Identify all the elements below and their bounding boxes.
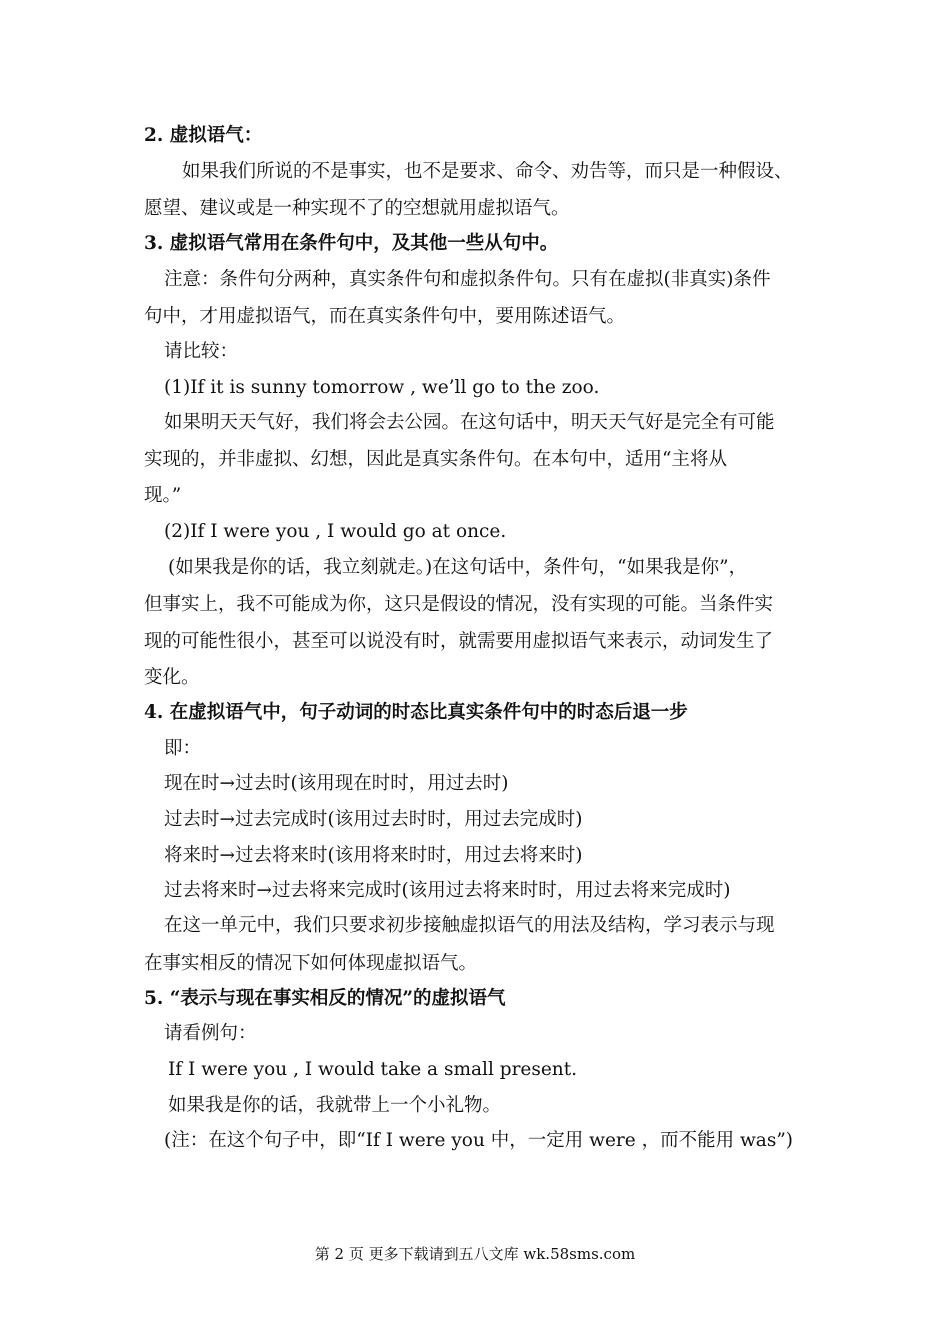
- example-sentence: (2)If I were you , I would go at once.: [164, 521, 507, 542]
- tense-rule: 将来时→过去将来时(该用将来时时，用过去将来时): [164, 845, 583, 866]
- paragraph-line: (如果我是你的话，我立刻就走。)在这句话中，条件句，“如果我是你”，: [168, 557, 748, 578]
- section-2-heading: 2. 虚拟语气：: [144, 125, 263, 146]
- paragraph-line: 在这一单元中，我们只要求初步接触虚拟语气的用法及结构，学习表示与现: [164, 915, 775, 936]
- tense-rule: 过去时→过去完成时(该用过去时时，用过去完成时): [164, 809, 583, 830]
- paragraph-line: 变化。: [144, 667, 200, 688]
- section-3-heading: 3. 虚拟语气常用在条件句中，及其他一些从句中。: [144, 233, 559, 254]
- paragraph-line: 实现的，并非虚拟、幻想，因此是真实条件句。在本句中，适用“主将从: [144, 449, 727, 470]
- example-sentence: (1)If it is sunny tomorrow , we’ll go to the zoo.: [164, 377, 600, 398]
- paragraph-line: 请看例句：: [164, 1023, 257, 1044]
- note-line: (注：在这个句子中，即“If I were you 中，一定用 were ，而不能用 was”): [164, 1130, 793, 1151]
- paragraph-line: 注意：条件句分两种，真实条件句和虚拟条件句。只有在虚拟(非真实)条件: [164, 269, 771, 290]
- paragraph-line: 现。”: [144, 485, 182, 506]
- paragraph-line: 如果我们所说的不是事实，也不是要求、命令、劝告等，而只是一种假设、: [182, 161, 793, 182]
- paragraph-line: 如果我是你的话，我就带上一个小礼物。: [168, 1095, 502, 1116]
- paragraph-line: 如果明天天气好，我们将会去公园。在这句话中，明天天气好是完全有可能: [164, 412, 775, 433]
- paragraph-line: 句中，才用虚拟语气，而在真实条件句中，要用陈述语气。: [144, 306, 626, 327]
- paragraph-line: 在事实相反的情况下如何体现虚拟语气。: [144, 953, 478, 974]
- paragraph-line: 请比较：: [164, 341, 239, 362]
- example-sentence: If I were you , I would take a small present.: [168, 1059, 578, 1080]
- paragraph-line: 愿望、建议或是一种实现不了的空想就用虚拟语气。: [144, 198, 570, 219]
- tense-rule: 现在时→过去时(该用现在时时，用过去时): [164, 773, 509, 794]
- paragraph-line: 即：: [164, 738, 202, 759]
- paragraph-line: 但事实上，我不可能成为你，这只是假设的情况，没有实现的可能。当条件实: [144, 594, 774, 615]
- page-footer: 第 2 页 更多下载请到五八文库 wk.58sms.com: [314, 1245, 636, 1263]
- paragraph-line: 现的可能性很小，甚至可以说没有时，就需要用虚拟语气来表示，动词发生了: [144, 631, 774, 652]
- section-4-heading: 4. 在虚拟语气中，句子动词的时态比真实条件句中的时态后退一步: [144, 702, 688, 723]
- section-5-heading: 5. “表示与现在事实相反的情况”的虚拟语气: [144, 988, 506, 1009]
- tense-rule: 过去将来时→过去将来完成时(该用过去将来时时，用过去将来完成时): [164, 880, 731, 901]
